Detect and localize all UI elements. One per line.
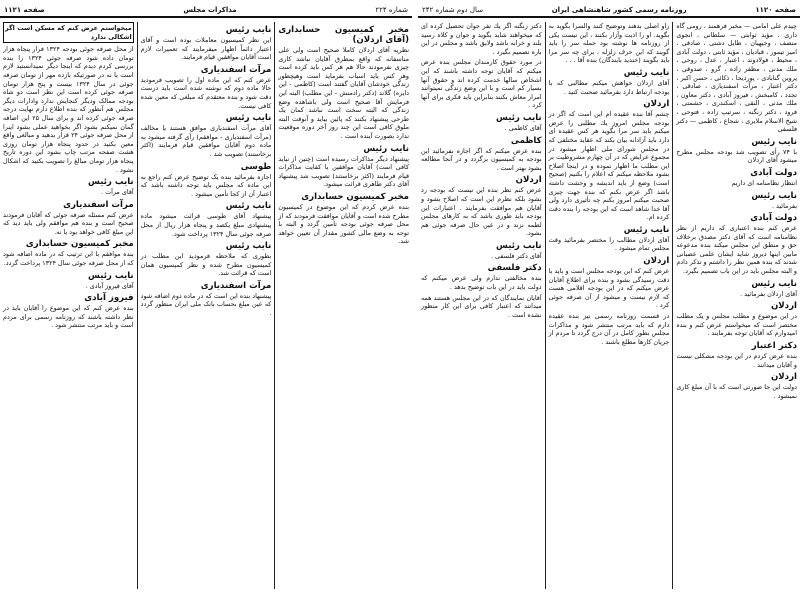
speaker-heading: نایب رئیس <box>496 240 542 251</box>
page-number: صفحه ۱۱۲۰ <box>755 6 796 14</box>
paragraph: آقای دکتر فلسفی . <box>490 251 542 260</box>
speaker-heading: نایب رئیس <box>363 143 409 154</box>
column <box>274 22 412 589</box>
speaker-heading: مخبر کمیسیون حسابداری <box>301 191 409 202</box>
paragraph: عرض کنم مسئله صرفه جوئی که آقایان فرمودند صحیح است و بنده هم موافقم ولی باید دید که این مبلغ کافی خواهد بود یا نه. <box>2 210 134 236</box>
paragraph: بطوری که ملاحظه فرمودید این مطلب در کمیسیون مطرح شده و نظر کمیسیون همان است که قرائت شد. <box>140 252 272 278</box>
speaker-heading: نایب رئیس <box>225 113 272 124</box>
paragraph: این نظر کمیسیون معاملات بوده است و آقای اعتبار دائماً اظهار میفرمایند که تعمیرات لازم است آقایان موافقین قیام فرمایند. <box>140 36 272 62</box>
speaker-heading: نایب رئیس <box>751 136 797 147</box>
speaker-heading: دکتر اعتبار <box>751 341 797 352</box>
paragraph: آقای اردلان خواهش میکنم مطالبی که با بودجه ارتباط دارد بفرمائید صحبت کنید . <box>548 78 670 96</box>
paragraph: اجازه بفرمائید بنده یک توضیح عرض کنم راجع به این ماده که مجلس باید توجه داشته باشد که اعتبار آن از کجا تأمین میشود . <box>140 172 272 198</box>
speaker-heading: دکتر فلسفی <box>487 263 542 274</box>
paragraph: از محل صرفه جوئی بودجه ۱۳۲۴ فرار پنجاه هزار تومان داده شود صرفه جوئی ۱۳۲۴ را بنده بررسی کردم دیدم که اینجا دیگر نمیدانستید لازم است یا نه در صورتیکه بازده مهر از تومان صرفه جوئی در سال ۱۳۲۴ بیست و پنج هزار تومان صرفه جوئی کرده است این نظر است دو شاه بودجه ممالک ودیگر کنجایش ندارد وادارات دیگر مجلس هم آنطور که بنده اطلاع دارم نهایت درجه صرفه جوئی کرده اند و برای سال ۲۵ این اضافه گمان نمیکنم بشود اگر بخواهید عملی بشود اینرا از محل صرفه جوئی ۲۴ قرار بدهید و مبالغی واقع معین بکنید در حدود پنجاه هزار تومان روزی هشت صفحه مرتب چاپ بشود این دوره تاریخ پنجاه هزار تومان مبالغ را تصویب بکنید که اشکال نشود . <box>2 45 134 174</box>
paragraph: بنده عرض کنم که این موضوع را آقایان باید در نظر داشته باشند که روزنامه رسمی برای مردم است و باید مرتب منتشر شود . <box>2 304 134 330</box>
speaker-heading: اردلان <box>770 372 797 383</box>
paragraph: آقایان نمایندگان که در این مجلس هستند همه میدانند که اعتبار کافی برای این کار منظور نشده است . <box>420 293 542 319</box>
column <box>418 22 545 589</box>
paragraph: پیشنهاد دیگر مذاکرات رسیده است (چنین از نباید کافی است) آقایان موافقین با کفایت مذاکرات قیام فرمایند (اکثر برخاستند) تصویب شد پیشنهاد آقای دکتر طاهری قرائت میشود. <box>278 154 409 189</box>
paragraph: راو اصلی بدهند وتوضیح کنند والسرا بگوید به بگوید. او را اذیت وآزار بکنند ، این نیست یکی از روزنامه ها نوشته بود حمله سر را باید گویند که این حرف زلزله ، برای چه سر مرا باید بگویند (خندید بایندگان) بنده آقا . . . <box>548 22 670 65</box>
paragraph: در مورد حقوق کارمندان مجلس بنده عرض میکنم که آقایان توجه داشته باشند که این اشخاص سالها خدمت کرده اند و حقوق آنها بسیار کم است و با این وضع زندگی نمیتوانند امرار معاش بکنند بنابراین باید فکری برای آنها کرد . <box>420 58 542 110</box>
columns <box>418 22 800 589</box>
paragraph: بنده عرض میکنم که اگر اجازه بفرمائید این بودجه به کمیسیون برگردد و در آنجا مطالعه بشود بهتر است . <box>420 146 542 172</box>
paragraph: پیشنهاد آقای طوسی قرائت میشود ماده پیشنهادی مبلغ یکصد و پنجاه هزار ریال از محل صرفه جوئی سال ۱۳۲۴ پرداخت شود. <box>140 212 272 238</box>
paragraph: در این موضوع و مطلب مجلس و یک مطلب مختصر است که میخواستم عرض کنم و بنده امیدوارم که آقایان توجه بفرمایند . <box>676 312 797 338</box>
column <box>137 22 275 589</box>
columns <box>0 22 412 589</box>
paragraph: نظریه آقای اردلان کاملا صحیح است ولی علی مناسفانه که واقع بمطرق آقایان نباشد کاری چیزی نفرمودند حالا هم هر کس باید کرده است وهر کس باید اسباب بفرماید است وهیچطور زندگی خودشان آقایان گفتند است (کاظمی - این دایره) گلاند (دکتر رادمنش - این مطلب) البته این فرمایش آقا صحیح است ولی باشاهده وضع زندگی که البته سخت است نباشد کمان یک طرحی پیشنهاد بکنند که پائین بیاید و آنوقت البته ملوق کافی است این چند روز آخر دوره موقعیت ندارد بصورت آینده است . <box>278 46 409 140</box>
speaker-heading: اردلان <box>643 256 670 267</box>
paragraph: آقای کاظمی . <box>504 123 542 132</box>
paragraph: بنده موافقم با این ترتیب که در ماده اضافه شود که از محل صرفه جوئی سال ۱۳۲۴ پرداخت گردد. <box>2 250 134 268</box>
speaker-heading: طوسی <box>240 161 272 172</box>
paragraph: پیشنهاد بنده این است که در ماده دوم اضافه شود که عین مبلغ بحساب بانک ملی ایران منظور گردد . <box>140 291 272 318</box>
speaker-heading: نایب رئیس <box>623 224 670 235</box>
speaker-heading: نایب رئیس <box>225 241 272 252</box>
paragraph: آقای فیروز آبادی . <box>85 281 134 290</box>
speaker-heading: مخبر کمیسیون حسابداری (آقای اردلان) <box>278 25 409 45</box>
paragraph: بنده عرض کردم در این بودجه مشکلی نیست و آقایان میدانند . <box>676 352 797 369</box>
page-header <box>0 4 412 18</box>
section-title: مذاکرات مجلس <box>183 6 237 14</box>
paragraph: با ۷۴ رأی تصویب شد بودجه مجلس مطرح میشود آقای اردلان <box>676 147 797 165</box>
paragraph: میخواستم عرض کنم که مسکن است اگر اشکالی ندارد <box>3 22 134 43</box>
speaker-heading: نایب رئیس <box>88 270 134 281</box>
paragraph: بفرمائید . <box>771 201 797 210</box>
paragraph: آقای مرآت . <box>101 188 134 197</box>
paragraph: در قسمت روزنامه رسمی نیز بنده عقیده دارم که باید مرتب منتشر شود و مذاکرات مجلس بطور کامل در آن درج گردد تا مردم از جریان کارها مطلع باشند . <box>548 312 670 346</box>
speaker-heading: نایب رئیس <box>751 278 797 289</box>
paragraph: دولت این جا صورتی است که با آن مبلغ کاری نمیشود . <box>676 383 797 400</box>
speaker-heading: نایب رئیس <box>225 25 272 35</box>
paragraph: آقای اردلان مطالب را مختصر بفرمائید وقت مجلس تمام میشود . <box>548 235 670 253</box>
paragraph: چیدم علی امامی — مخبر فرهمند ، رومی گاه داری ، مؤید ثوابتی — سلطانی ، انجوی منصف ، وجیهیان ، طایل دشتی ، صادقی ، امیر تیمور ، قبادیان ، مؤید ثابتی ، دولت آبادی ، محیط ، فولادوند ، اعتبار ، عدل ، روحی ، ملك مدنی ، مظفر زاده ، گرو ، صدوقی ، پروین گنابادی ، پوردیحا ، ذکائی ، حسن اکبر ، دکتر اعتبار ، مرآت اسفندیاری ، صادقی ، تجدد ، کامبخش ، فیروز آبادی ، دکتر معاون ، ملك مدنی ، النقی ، اسکندری ، حشمتی ، فرود ، دکتر زنگنه ، سرتیپ زاده ، فتوحی ، شیخ الاسلام ملایری ، شجاع ، کاظمی — دکتر فلسفی <box>676 22 797 134</box>
speaker-heading: مرآت اسفندیاری <box>200 280 272 291</box>
paragraph: بنده مخالفتی ندارم ولی عرض میکنم که دولت باید در این باب توضیح بدهد . <box>420 274 542 292</box>
paragraph: عرض کنم که این بودجه مجلس است و باید با دقت رسیدگی بشود و بنده برای اطلاع آقایان عرض میکنم که در این بودجه اقلامی هست که لازم نیست و میشود از آن صرفه جوئی کرد . <box>548 267 670 310</box>
paragraph: چشم آقا بنده عقیده ام این است که اگر در بودجه مجلس امروز یك مطلبی را عرض میکنم باید سر مرا بگوید هر کس عقیده ای دارد باید آزادانه بیان بکند که عقاید مختلفی که در مجلس شورای ملی اظهار میشود در مجموع عرایض که در آن چهارم مشروطیت بر این مطلب ما اظهار نموده و در اینجا اصلاح بشود ملاحظه میکنم که اعلام را بکنیم (صحیح است) وضع از باید اندیشه و وحشت داشته باشد اگر عرض بکنم که بنده جهت چیزی صحبت میکنم امروز بکنم چه تأثیری دارد ولی آقا خدا شاهد است که این بودجه را بنده دقت کرده ام. <box>548 110 670 222</box>
page-header <box>418 4 800 18</box>
speaker-heading: اردلان <box>770 301 797 312</box>
speaker-heading: نایب رئیس <box>751 190 797 201</box>
paragraph: عرض کنم که این ماده اول را تصویب فرمودید حالا ماده دوم که نوشته شده است باید درست دقت شود و بنده معتقدم که مبلغی که معین شده کافی نیست. <box>140 75 272 110</box>
speaker-heading: فیروز آبادی <box>84 293 134 304</box>
speaker-heading: مرآت اسفندیاری <box>200 64 272 75</box>
speaker-heading: مخبر کمیسیون حسابداری <box>25 239 134 250</box>
newspaper-title: روزنامه رسمی کشور شاهنشاهی ایران <box>551 6 687 14</box>
paragraph: بنده عرض کردم که این موضوع در کمیسیون مطرح شده است و آقایان موافقت فرمودند که از محل صرفه جوئی بودجه تأمین گردد و البته با توجه به وضع مالی کشور مقدار آن تعیین خواهد شد. <box>278 202 409 246</box>
speaker-heading: دولت آبادی <box>750 213 797 224</box>
speaker-heading: نایب رئیس <box>496 112 542 123</box>
issue-number: شماره ۲۲۴ <box>375 6 408 14</box>
speaker-heading: مرآت اسفندیاری <box>63 199 134 210</box>
speaker-heading: نایب رئیس <box>225 201 272 212</box>
paragraph: آقای اردلان بفرمائید . <box>740 289 797 298</box>
column <box>672 22 800 589</box>
paragraph: عرض کنم بنده اعتباری که داریم از نظر نظامنامه است که آقای دکتر مصدق برخلاف حق و منطق این مجلس میکند بنده مدعوعه مابین اینها دیروز شاید ایشان علمی عصبانی شدند که بنده همین نظر را داشتم و تذکر دادم و البته مجلس باید در این باب تصمیم بگیرد. <box>676 224 797 276</box>
column <box>545 22 673 589</box>
speaker-heading: دولت آبادی <box>750 167 797 178</box>
speaker-heading: اردلان <box>643 99 670 110</box>
paragraph: انتظار نظامنامه ای داریم <box>731 178 797 187</box>
speaker-heading: کاظمی <box>510 135 542 146</box>
speaker-heading: اردلان <box>515 175 542 186</box>
paragraph: دکتر زنگنه اگر یك نفر جوان تحصیل کرده ای که میخواهند شاید بگوید و جوان و کلاه رسید بلند و خرابه باشد ولایق باشد و مجلس در این باره تصمیم بگیرد . <box>420 22 542 56</box>
speaker-heading: نایب رئیس <box>88 177 134 188</box>
page-number: صفحه ۱۱۲۱ <box>4 6 45 14</box>
column <box>0 22 137 589</box>
right-page <box>418 0 800 593</box>
issue-number: سال دوم شماره ۲۴۲ <box>422 6 483 14</box>
paragraph: عرض کنم نظر بنده این نیست که بودجه رد بشود بلکه نظرم این است که اصلاح بشود و آقایان هم موافقت بفرمایند . اعتبارات این بودجه باید طوری باشد که به کارهای مجلس لطمه نزند و در عین حال صرفه جوئی هم بشود. <box>420 186 542 238</box>
paragraph: آقای مرآت اسفندیاری موافق هستند یا مخالف (مرآت اسفندیاری - موافقم) رأی گرفته میشود به ماده دوم آقایان موافقین قیام فرمایند (اکثر برخاستند) تصویب شد . <box>140 124 272 158</box>
speaker-heading: نایب رئیس <box>623 67 670 78</box>
